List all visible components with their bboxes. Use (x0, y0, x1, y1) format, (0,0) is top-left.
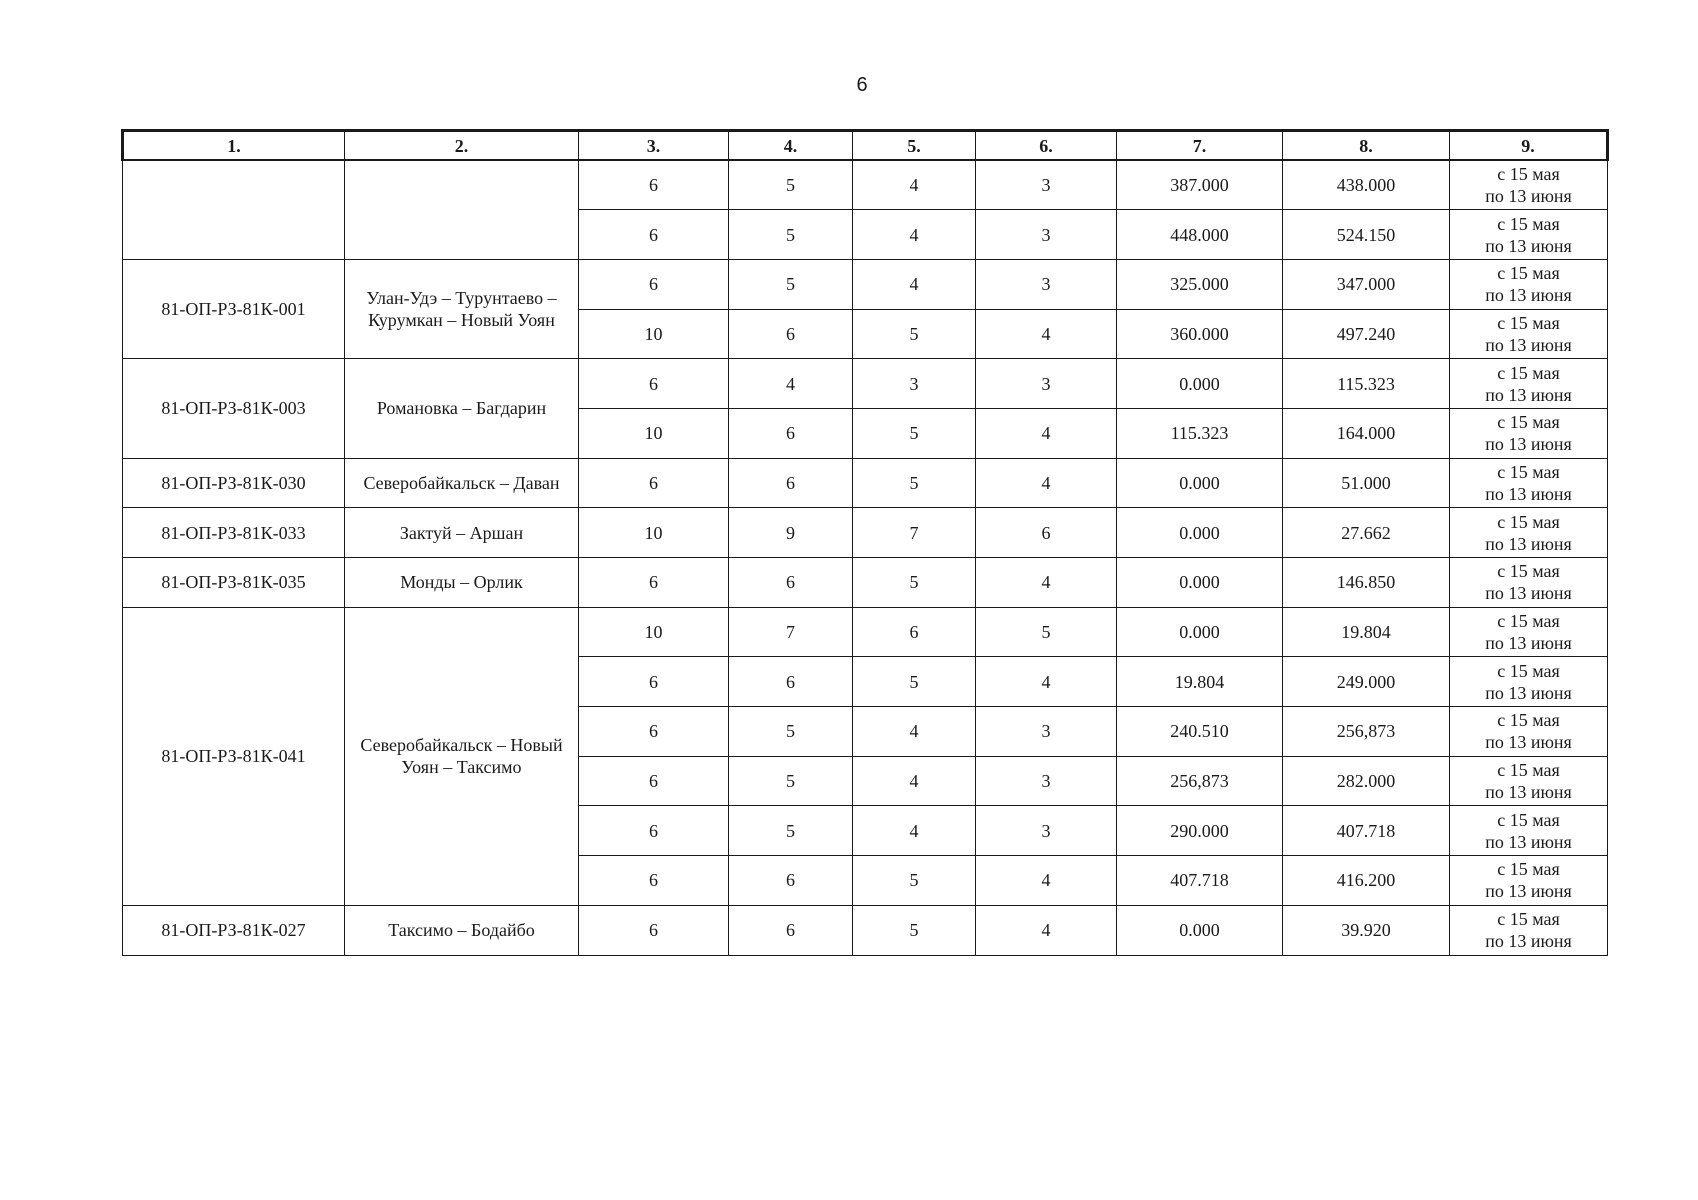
period-cell (1450, 558, 1608, 608)
value-cell-col8: 416.200 (1283, 856, 1450, 906)
value-cell-col4: 9 (729, 508, 853, 558)
period-end: по 13 июня (1485, 831, 1572, 852)
value-cell-col4: 6 (729, 657, 853, 707)
value-cell-col3: 6 (579, 160, 729, 210)
value-cell-col4: 5 (729, 210, 853, 260)
value-cell-col4: 5 (729, 160, 853, 210)
value-cell-col8: 51.000 (1283, 458, 1450, 508)
value-cell-col7: 0.000 (1117, 607, 1283, 657)
value-cell-col3: 6 (579, 905, 729, 955)
value-cell-col4: 6 (729, 458, 853, 508)
value-cell-col5: 4 (853, 259, 976, 309)
value-cell-col5: 5 (853, 558, 976, 608)
period-end: по 13 июня (1485, 633, 1572, 654)
value-cell-col8: 19.804 (1283, 607, 1450, 657)
value-cell-col7: 0.000 (1117, 458, 1283, 508)
value-cell-col8: 249.000 (1283, 657, 1450, 707)
value-cell-col5: 5 (853, 856, 976, 906)
period-start: с 15 мая (1497, 263, 1560, 284)
period-cell (1450, 756, 1608, 806)
period-cell (1450, 458, 1608, 508)
value-cell-col7: 448.000 (1117, 210, 1283, 260)
value-cell-col7: 0.000 (1117, 508, 1283, 558)
period-cell (1450, 309, 1608, 359)
road-code-cell: 81-ОП-РЗ-81К-001 (123, 259, 345, 358)
period-cell (1450, 707, 1608, 757)
header-cell: 4. (729, 131, 853, 161)
value-cell-col7: 0.000 (1117, 905, 1283, 955)
period-cell (1450, 259, 1608, 309)
period-end: по 13 июня (1485, 334, 1572, 355)
period-start: с 15 мая (1497, 859, 1560, 880)
value-cell-col6: 3 (976, 806, 1117, 856)
value-cell-col3: 6 (579, 259, 729, 309)
table-row (123, 607, 1608, 657)
road-name-cell: Таксимо – Бодайбо (345, 905, 579, 955)
value-cell-col8: 146.850 (1283, 558, 1450, 608)
period-start: с 15 мая (1497, 710, 1560, 731)
value-cell-col5: 5 (853, 905, 976, 955)
value-cell-col3: 10 (579, 408, 729, 458)
value-cell-col4: 5 (729, 259, 853, 309)
period-start: с 15 мая (1497, 312, 1560, 333)
period-end: по 13 июня (1485, 285, 1572, 306)
road-code-cell: 81-ОП-РЗ-81К-003 (123, 359, 345, 458)
period-start: с 15 мая (1497, 909, 1560, 930)
value-cell-col5: 5 (853, 408, 976, 458)
period-start: с 15 мая (1497, 461, 1560, 482)
value-cell-col7: 0.000 (1117, 359, 1283, 409)
period-start: с 15 мая (1497, 511, 1560, 532)
period-cell (1450, 806, 1608, 856)
period-end: по 13 июня (1485, 682, 1572, 703)
period-start: с 15 мая (1497, 362, 1560, 383)
period-cell (1450, 508, 1608, 558)
value-cell-col8: 282.000 (1283, 756, 1450, 806)
period-start: с 15 мая (1497, 611, 1560, 632)
value-cell-col5: 5 (853, 657, 976, 707)
value-cell-col7: 387.000 (1117, 160, 1283, 210)
period-cell (1450, 905, 1608, 955)
value-cell-col8: 115.323 (1283, 359, 1450, 409)
value-cell-col8: 438.000 (1283, 160, 1450, 210)
period-end: по 13 июня (1485, 434, 1572, 455)
period-cell (1450, 607, 1608, 657)
value-cell-col8: 39.920 (1283, 905, 1450, 955)
period-start: с 15 мая (1497, 809, 1560, 830)
road-code-cell: 81-ОП-РЗ-81К-035 (123, 558, 345, 608)
value-cell-col6: 4 (976, 657, 1117, 707)
road-name-cell: Северобайкальск – Новый Уоян – Таксимо (345, 607, 579, 905)
road-code-cell (123, 160, 345, 259)
header-cell: 9. (1450, 131, 1608, 161)
value-cell-col5: 4 (853, 707, 976, 757)
value-cell-col3: 6 (579, 359, 729, 409)
value-cell-col8: 497.240 (1283, 309, 1450, 359)
value-cell-col8: 27.662 (1283, 508, 1450, 558)
header-cell: 1. (123, 131, 345, 161)
value-cell-col3: 6 (579, 458, 729, 508)
period-end: по 13 июня (1485, 483, 1572, 504)
period-start: с 15 мая (1497, 660, 1560, 681)
value-cell-col6: 4 (976, 558, 1117, 608)
value-cell-col5: 4 (853, 756, 976, 806)
road-code-cell: 81-ОП-РЗ-81К-027 (123, 905, 345, 955)
value-cell-col7: 407.718 (1117, 856, 1283, 906)
value-cell-col3: 6 (579, 558, 729, 608)
value-cell-col7: 240.510 (1117, 707, 1283, 757)
road-name-cell: Улан-Удэ – Турунтаево – Курумкан – Новый Уоян (345, 259, 579, 358)
table-row (123, 458, 1608, 508)
period-end: по 13 июня (1485, 186, 1572, 207)
value-cell-col6: 4 (976, 856, 1117, 906)
road-code-cell: 81-ОП-РЗ-81К-030 (123, 458, 345, 508)
period-start: с 15 мая (1497, 164, 1560, 185)
value-cell-col6: 4 (976, 905, 1117, 955)
period-end: по 13 июня (1485, 235, 1572, 256)
header-cell: 5. (853, 131, 976, 161)
period-cell (1450, 210, 1608, 260)
value-cell-col5: 4 (853, 806, 976, 856)
value-cell-col6: 3 (976, 756, 1117, 806)
page-number: 6 (856, 74, 868, 96)
road-code-cell: 81-ОП-РЗ-81К-041 (123, 607, 345, 905)
period-cell (1450, 856, 1608, 906)
table-row (123, 905, 1608, 955)
value-cell-col3: 6 (579, 856, 729, 906)
header-cell: 7. (1117, 131, 1283, 161)
period-end: по 13 июня (1485, 931, 1572, 952)
value-cell-col8: 524.150 (1283, 210, 1450, 260)
value-cell-col8: 256,873 (1283, 707, 1450, 757)
period-end: по 13 июня (1485, 782, 1572, 803)
period-start: с 15 мая (1497, 213, 1560, 234)
value-cell-col6: 3 (976, 259, 1117, 309)
value-cell-col3: 10 (579, 607, 729, 657)
value-cell-col6: 4 (976, 458, 1117, 508)
period-end: по 13 июня (1485, 732, 1572, 753)
value-cell-col6: 5 (976, 607, 1117, 657)
value-cell-col3: 10 (579, 309, 729, 359)
value-cell-col4: 5 (729, 756, 853, 806)
period-cell (1450, 359, 1608, 409)
road-name-cell: Зактуй – Аршан (345, 508, 579, 558)
value-cell-col8: 407.718 (1283, 806, 1450, 856)
value-cell-col7: 325.000 (1117, 259, 1283, 309)
value-cell-col4: 5 (729, 707, 853, 757)
value-cell-col3: 6 (579, 806, 729, 856)
table-row (123, 259, 1608, 309)
period-start: с 15 мая (1497, 412, 1560, 433)
road-code-cell: 81-ОП-РЗ-81К-033 (123, 508, 345, 558)
value-cell-col5: 4 (853, 210, 976, 260)
value-cell-col8: 164.000 (1283, 408, 1450, 458)
value-cell-col5: 5 (853, 309, 976, 359)
value-cell-col7: 0.000 (1117, 558, 1283, 608)
period-end: по 13 июня (1485, 533, 1572, 554)
value-cell-col6: 3 (976, 359, 1117, 409)
period-end: по 13 июня (1485, 881, 1572, 902)
road-name-cell: Северобайкальск – Даван (345, 458, 579, 508)
value-cell-col6: 6 (976, 508, 1117, 558)
value-cell-col7: 290.000 (1117, 806, 1283, 856)
value-cell-col3: 6 (579, 210, 729, 260)
value-cell-col3: 6 (579, 707, 729, 757)
period-start: с 15 мая (1497, 760, 1560, 781)
road-name-cell: Монды – Орлик (345, 558, 579, 608)
value-cell-col4: 4 (729, 359, 853, 409)
value-cell-col8: 347.000 (1283, 259, 1450, 309)
table-body (123, 160, 1608, 955)
value-cell-col5: 7 (853, 508, 976, 558)
value-cell-col5: 4 (853, 160, 976, 210)
period-cell (1450, 408, 1608, 458)
value-cell-col4: 6 (729, 905, 853, 955)
road-name-cell: Романовка – Багдарин (345, 359, 579, 458)
value-cell-col7: 360.000 (1117, 309, 1283, 359)
value-cell-col4: 6 (729, 309, 853, 359)
period-cell (1450, 657, 1608, 707)
value-cell-col6: 4 (976, 408, 1117, 458)
table-row (123, 508, 1608, 558)
road-restrictions-table (121, 129, 1609, 956)
value-cell-col4: 6 (729, 408, 853, 458)
value-cell-col6: 3 (976, 707, 1117, 757)
table-row (123, 359, 1608, 409)
value-cell-col7: 256,873 (1117, 756, 1283, 806)
header-cell: 3. (579, 131, 729, 161)
value-cell-col4: 6 (729, 856, 853, 906)
value-cell-col6: 4 (976, 309, 1117, 359)
value-cell-col6: 3 (976, 160, 1117, 210)
table-row (123, 558, 1608, 608)
period-end: по 13 июня (1485, 384, 1572, 405)
value-cell-col5: 6 (853, 607, 976, 657)
value-cell-col3: 6 (579, 756, 729, 806)
period-start: с 15 мая (1497, 561, 1560, 582)
value-cell-col4: 5 (729, 806, 853, 856)
value-cell-col6: 3 (976, 210, 1117, 260)
value-cell-col4: 6 (729, 558, 853, 608)
value-cell-col4: 7 (729, 607, 853, 657)
value-cell-col3: 6 (579, 657, 729, 707)
header-cell: 6. (976, 131, 1117, 161)
road-name-cell (345, 160, 579, 259)
header-cell: 8. (1283, 131, 1450, 161)
period-cell (1450, 160, 1608, 210)
value-cell-col3: 10 (579, 508, 729, 558)
value-cell-col7: 19.804 (1117, 657, 1283, 707)
header-cell: 2. (345, 131, 579, 161)
period-end: по 13 июня (1485, 583, 1572, 604)
value-cell-col7: 115.323 (1117, 408, 1283, 458)
value-cell-col5: 3 (853, 359, 976, 409)
value-cell-col5: 5 (853, 458, 976, 508)
table-row (123, 160, 1608, 210)
header-row (123, 131, 1608, 161)
